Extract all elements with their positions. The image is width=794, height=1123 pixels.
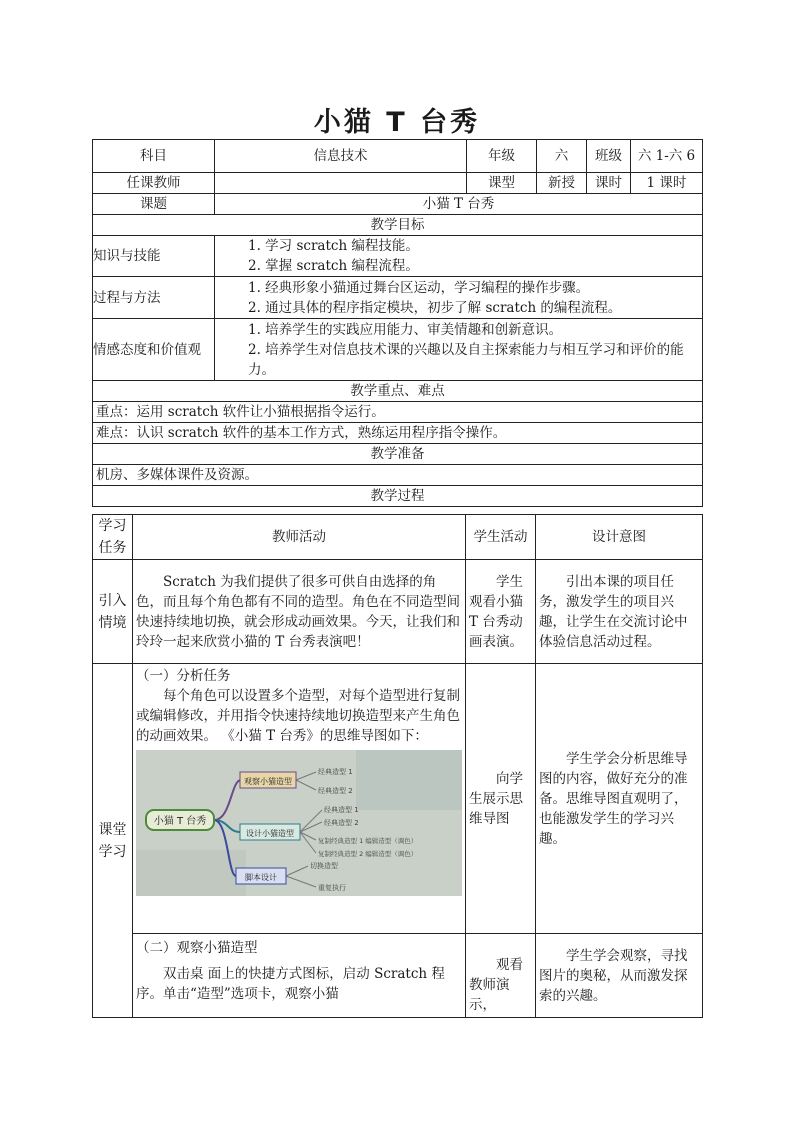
col-stage-header: 学习任务 [93,515,133,560]
student-activity-analyze: 向学生展示思维导图 [466,664,536,934]
process-table [92,514,703,1018]
process-header: 教学过程 [93,486,703,507]
goal-label: 过程与方法 [93,277,215,319]
subject-label: 科目 [93,140,215,173]
part2-text: 双击桌 面上的快捷方式图标，启动 Scratch 程序。单击“造型”选项卡，观察小猫 [136,966,445,1002]
student-activity-intro: 学生观看小猫 T 台秀动画表演。 [466,560,536,664]
mindmap-root-label: 小猫 T 台秀 [153,816,207,827]
mindmap-image [136,750,462,896]
stage-intro: 引入情境 [93,560,133,664]
classroom-row-2 [93,934,703,1018]
teacher-value [215,173,467,194]
goal-content [215,277,703,319]
goal-line: 2. 通过具体的程序指定模块，初步了解 scratch 的编程流程。 [248,299,622,316]
key-point: 重点：运用 scratch 软件让小猫根据指令运行。 [93,402,703,423]
class-label: 班级 [587,140,631,173]
student-activity-observe: 观看教师演示， [466,934,536,1018]
goals-header: 教学目标 [93,215,703,236]
mindmap-leaf: 复制经典造型 2 编辑造型（调色） [318,850,418,858]
keypoints-header: 教学重点、难点 [93,381,703,402]
topic-value: 小猫 T 台秀 [215,194,703,215]
design-intent-analyze: 学生学会分析思维导图的内容，做好充分的准备。思维导图直观明了，也能激发学生的学习兴趣。 [536,664,703,934]
goal-line: 1. 经典形象小猫通过舞台区运动，学习编程的操作步骤。 [248,279,590,296]
type-value: 新授 [537,173,587,194]
mindmap-diagram [136,750,462,896]
difficulty-point: 难点：认识 scratch 软件的基本工作方式，熟练运用程序指令操作。 [93,423,703,444]
mindmap-branch-3-label: 脚本设计 [245,873,277,882]
mindmap-leaf: 切换造型 [310,862,338,870]
col-student-header: 学生活动 [466,515,536,560]
col-intent-header: 设计意图 [536,515,703,560]
page-title: 小猫 T 台秀 [313,107,481,138]
classroom-row-1 [93,664,703,934]
mindmap-leaf: 重复执行 [318,884,346,892]
teacher-label: 任课教师 [93,173,215,194]
col-teacher-header: 教师活动 [133,515,466,560]
mindmap-leaf: 复制经典造型 1 编辑造型（调色） [318,837,418,845]
part2-title: （二）观察小猫造型 [136,940,258,956]
goal-label: 情感态度和价值观 [93,319,215,381]
mindmap-branch-1-label: 观察小猫造型 [244,777,292,786]
topic-label: 课题 [93,194,215,215]
preparation-content: 机房、多媒体课件及资源。 [93,465,703,486]
design-intent-observe: 学生学会观察，寻找图片的奥秘，从而激发探索的兴趣。 [536,934,703,1018]
mindmap-leaf: 经典造型 2 [318,787,353,795]
part1-text: 每个角色可以设置多个造型，对每个造型进行复制或编辑修改，并用指令快速持续地切换造型来产生角色的动画效果。 《小猫 T 台秀》的思维导图如下： [136,688,460,744]
grade-label: 年级 [467,140,537,173]
intro-row [93,560,703,664]
goal-row-attitude [93,319,703,381]
goal-line: 2. 培养学生对信息技术课的兴趣以及自主探索能力与相互学习和评价的能力。 [248,341,684,378]
hours-value: 1 课时 [631,173,703,194]
lesson-info-table [92,139,703,507]
mindmap-leaf: 经典造型 1 [324,806,359,814]
type-label: 课型 [467,173,537,194]
design-intent-intro: 引出本课的项目任务，激发学生的项目兴趣，让学生在交流讨论中体验信息活动过程。 [536,560,703,664]
goal-content [215,319,703,381]
goal-row-knowledge [93,236,703,277]
goal-line: 1. 学习 scratch 编程技能。 [248,238,419,254]
mindmap-branch-2-label: 设计小猫造型 [246,829,294,838]
goal-row-process [93,277,703,319]
goal-line: 1. 培养学生的实践应用能力、审美情趣和创新意识。 [248,321,563,338]
teacher-activity-intro: Scratch 为我们提供了很多可供自由选择的角色，而且每个角色都有不同的造型。角色在不同造型间快速持续地切换，就会形成动画效果。今天，让我们和玲玲一起来欣赏小猫的 T 台秀表演吧！ [133,560,466,664]
part1-title: （一）分析任务 [136,668,231,684]
teacher-activity-analyze [133,664,466,934]
preparation-header: 教学准备 [93,444,703,465]
stage-classroom: 课堂学习 [93,664,133,1018]
subject-value: 信息技术 [215,140,467,173]
mindmap-leaf: 经典造型 2 [324,819,359,827]
teacher-activity-observe [133,934,466,1018]
goal-label: 知识与技能 [93,236,215,277]
grade-value: 六 [537,140,587,173]
mindmap-leaf: 经典造型 1 [318,768,353,776]
goal-line: 2. 掌握 scratch 编程流程。 [248,258,419,274]
hours-label: 课时 [587,173,631,194]
class-value: 六 1-六 6 [631,140,703,173]
goal-content [215,236,703,277]
